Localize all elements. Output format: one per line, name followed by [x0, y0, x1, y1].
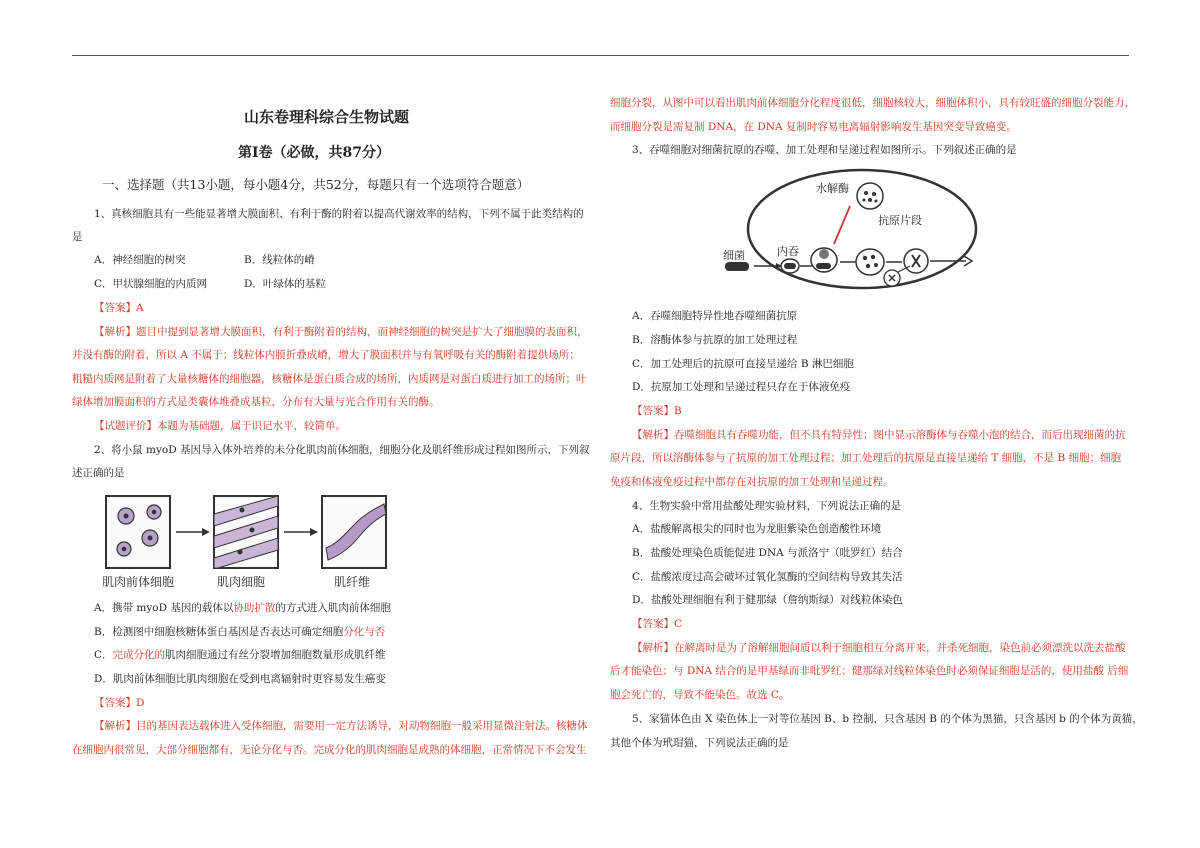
q3-option-c: C．加工处理后的抗原可直接呈递给 B 淋巴细胞 [632, 358, 854, 370]
q4-option-a: A．盐酸解离根尖的同时也为龙胆紫染色创造酸性环境 [632, 523, 882, 535]
q3-explanation-line-3: 免疫和体液免疫过程中都存在对抗原的加工处理和呈递过程。 [610, 476, 894, 488]
fig-label-fragment: 抗原片段 [878, 214, 922, 227]
lysosome-icon [857, 183, 883, 209]
q2-stem-line-1: 2、将小鼠 myoD 基因导入体外培养的未分化肌肉前体细胞，细胞分化及肌纤维形成过程如图所示，下列叙 [94, 444, 590, 456]
q2-explanation-line-1: 【解析】目的基因表达载体进入受体细胞，需要用一定方法诱导，对动物细胞一般采用显微注射法。核糖体 [94, 720, 588, 732]
precursor-cells-box [106, 496, 170, 568]
q1-answer: 【答案】A [94, 302, 144, 314]
q2-explanation-line-3: 细胞分裂，从图中可以看出肌肉前体细胞分化程度很低，细胞核较大，细胞体积小，具有较旺盛的细胞分裂能力， [610, 97, 1135, 109]
top-rule [72, 55, 1129, 56]
q4-option-b: B．盐酸处理染色质能促进 DNA 与派洛宁（吡罗红）结合 [632, 547, 903, 559]
q2-stem-line-2: 述正确的是 [72, 467, 125, 479]
page-title: 山东卷理科综合生物试题 [244, 108, 410, 126]
antigen-fragment-icon [904, 249, 928, 273]
fig-label-muscle-fiber: 肌纤维 [334, 575, 371, 589]
q1-option-c: C．甲状腺细胞的内质网 [94, 278, 208, 290]
q4-answer: 【答案】C [632, 618, 683, 630]
q2-explanation-line-2: 在细胞内很常见，大部分细胞都有，无论分化与否。完成分化的肌肉细胞是成熟的体细胞，正常情况下不会发生 [72, 744, 587, 756]
q4-explanation-line-3: 胞会死亡的，导致不能染色。故选 C。 [610, 689, 790, 701]
q1-option-a: A．神经细胞的树突 [94, 254, 186, 266]
phagocytosis-figure [720, 166, 980, 294]
q3-stem: 3、吞噬细胞对细菌抗原的吞噬、加工处理和呈递过程如图所示。下列叙述正确的是 [632, 144, 1017, 156]
volume-heading: 第Ⅰ卷（必做，共87分） [238, 145, 391, 161]
q5-stem-line-1: 5、家猫体色由 X 染色体上一对等位基因 B、b 控制，只含基因 B 的个体为黑猫，只含基因 b 的个体为黄猫， [632, 713, 1143, 725]
q1-option-d: D．叶绿体的基粒 [244, 278, 326, 290]
q1-stem-line-2: 是 [72, 231, 83, 243]
q3-option-b: B．溶酶体参与抗原的加工处理过程 [632, 334, 798, 346]
fig-label-bacteria: 细菌 [723, 249, 745, 262]
q1-explanation-line-4: 绿体增加膜面积的方式是类囊体堆叠成基粒，分布有大量与光合作用有关的酶。 [72, 396, 440, 408]
q2-answer: 【答案】D [94, 697, 145, 709]
q3-option-a: A．吞噬细胞特异性地吞噬细菌抗原 [632, 310, 798, 322]
q1-explanation-line-3: 粗糙内质网是附着了大量核糖体的细胞器，核糖体是蛋白质合成的场所，内质网是对蛋白质进行加工的场所；叶 [72, 373, 587, 385]
q3-option-d: D．抗原加工处理和呈递过程只存在于体液免疫 [632, 381, 851, 393]
section-heading: 一、选择题（共13小题，每小题4分，共52分，每题只有一个选项符合题意） [102, 177, 530, 192]
phagosome-icon [781, 259, 799, 273]
q4-option-c: C．盐酸浓度过高会破坏过氧化氢酶的空间结构导致其失活 [632, 571, 903, 583]
q1-stem-line-1: 1、真核细胞具有一些能显著增大膜面积、有利于酶的附着以提高代谢效率的结构，下列不属于此类结构的 [94, 208, 584, 220]
q2-explanation-line-4: 而细胞分裂是需复制 DNA，在 DNA 复制时容易电离辐射影响发生基因突变导致癌变。 [610, 121, 1017, 133]
arrow-icon [176, 528, 210, 536]
q4-option-d: D．盐酸处理细胞有利于健那绿（詹纳斯绿）对线粒体染色 [632, 594, 903, 606]
q5-stem-line-2: 其他个体为玳瑁猫，下列说法正确的是 [610, 737, 789, 749]
q1-explanation-line-2: 并没有酶的附着，所以 A 不属于；线粒体内膜折叠成嵴，增大了膜面积并与有氧呼吸有关的酶附着提供场所； [72, 349, 580, 361]
fig-label-enzyme: 水解酶 [816, 182, 849, 195]
q3-answer: 【答案】B [632, 405, 682, 417]
q1-option-b: B．线粒体的嵴 [244, 254, 315, 266]
q1-explanation-line-1: 【解析】题目中提到显著增大膜面积，有利于酶附着的结构，而神经细胞的树突是扩大了细胞膜的表面积， [94, 326, 588, 338]
q3-explanation-line-2: 原片段，所以溶酶体参与了抗原的加工处理过程；加工处理后的抗原是直接呈递给 T 细胞，不是 B 细胞；细胞 [610, 452, 1122, 464]
bacteria-icon [725, 262, 749, 271]
arrow-icon [284, 528, 318, 536]
q3-explanation-line-1: 【解析】吞噬细胞具有吞噬功能，但不具有特异性；图中显示溶酶体与吞噬小泡的结合，而后出现细菌的抗 [632, 429, 1126, 441]
fig-label-engulf: 内吞 [777, 245, 799, 258]
q4-explanation-line-1: 【解析】在解离时是为了溶解细胞间质以利于细胞相互分离开来，并杀死细胞，染色前必须漂洗以洗去盐酸 [632, 642, 1126, 654]
q1-evaluation: 【试题评价】本题为基础题，属于识记水平，较简单。 [94, 420, 346, 432]
arrow-icon [834, 206, 850, 244]
q2-option-b: B．检测图中细胞核糖体蛋白基因是否表达可确定细胞分化与否 [94, 626, 386, 638]
q2-option-c: C．完成分化的肌肉细胞通过有丝分裂增加细胞数量形成肌纤维 [94, 649, 386, 661]
digestion-vesicle-icon [856, 249, 884, 275]
q4-stem: 4、生物实验中常用盐酸处理实验材料，下列说法正确的是 [632, 500, 902, 512]
q4-explanation-line-2: 后才能染色；与 DNA 结合的是甲基绿而非吡罗红；健那绿对线粒体染色时必须保证细胞是活的，使用盐酸 后细 [610, 665, 1129, 677]
q2-option-d: D．肌肉前体细胞比肌肉细胞在受到电离辐射时更容易发生癌变 [94, 673, 386, 685]
lysosome-fusion-icon [811, 248, 837, 272]
fig-label-precursor: 肌肉前体细胞 [102, 575, 175, 589]
fig-label-muscle-cell: 肌肉细胞 [217, 575, 266, 589]
mhc-vesicle-icon [884, 270, 900, 286]
q2-option-a: A．携带 myoD 基因的载体以协助扩散的方式进入肌肉前体细胞 [94, 602, 391, 614]
